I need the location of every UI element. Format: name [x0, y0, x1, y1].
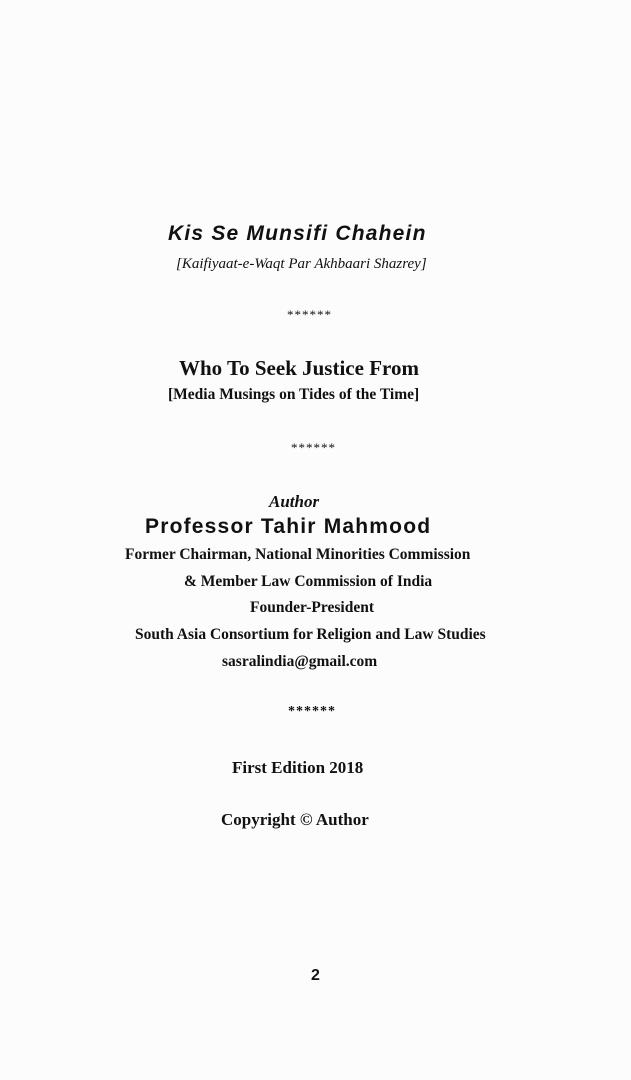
author-label: Author	[269, 492, 320, 511]
edition-statement: First Edition 2018	[232, 758, 364, 777]
book-subtitle-english: [Media Musings on Tides of the Time]	[168, 386, 420, 403]
book-subtitle-urdu: [Kaifiyaat-e-Waqt Par Akhbaari Shazrey]	[176, 256, 427, 272]
separator-asterisks: ******	[288, 704, 336, 719]
book-title-english: Who To Seek Justice From	[179, 356, 419, 380]
separator-asterisks: ******	[287, 307, 332, 322]
author-name: Professor Tahir Mahmood	[145, 515, 432, 538]
author-role: Former Chairman, National Minorities Commission	[125, 546, 471, 563]
book-title-urdu: Kis Se Munsifi Chahein	[168, 222, 427, 245]
author-email[interactable]: sasralindia@gmail.com	[222, 653, 378, 670]
copyright-statement: Copyright © Author	[221, 810, 369, 829]
author-role: & Member Law Commission of India	[184, 573, 433, 590]
page-number: 2	[311, 967, 320, 984]
separator-asterisks: ******	[291, 440, 336, 455]
author-role: Founder-President	[250, 599, 374, 616]
author-role: South Asia Consortium for Religion and Law Studies	[135, 626, 486, 643]
